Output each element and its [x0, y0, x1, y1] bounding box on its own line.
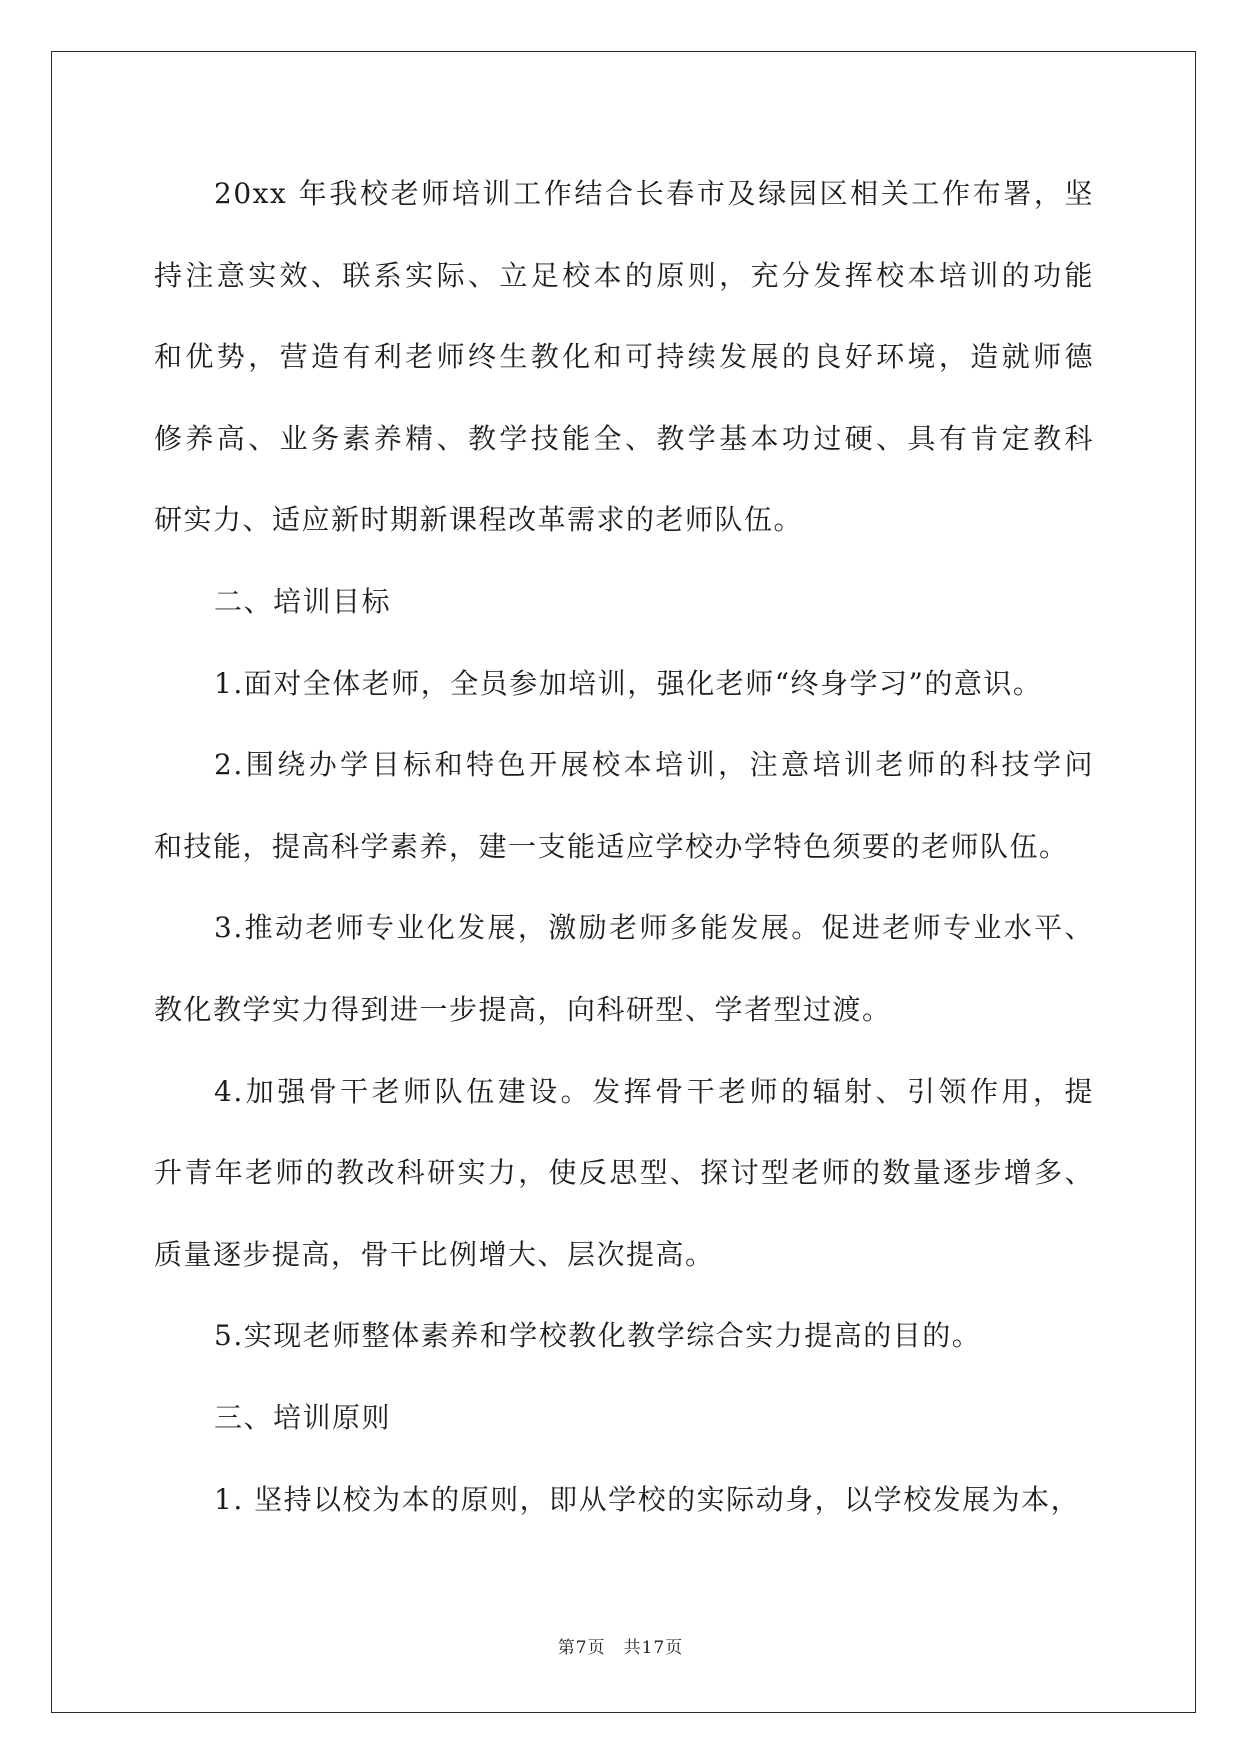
list-item-goal-2 [154, 724, 1094, 887]
text-line: 和技能，提高科学素养，建一支能适应学校办学特色须要的老师队伍。 [154, 829, 1069, 863]
list-item-goal-1 [154, 643, 1094, 725]
text-line: 修养高、业务素养精、教学技能全、教学基本功过硬、具有肯定教科 [154, 421, 1094, 455]
text-line: 4.加强骨干老师队伍建设。发挥骨干老师的辐射、引领作用，提 [214, 1074, 1094, 1108]
page-number-footer: 第7页 共17页 [557, 1638, 684, 1658]
section-heading-principles [154, 1377, 1094, 1459]
text-line: 持注意实效、联系实际、立足校本的原则，充分发挥校本培训的功能 [154, 258, 1094, 292]
text-line: 20xx 年我校老师培训工作结合长春市及绿园区相关工作布署，坚 [214, 177, 1094, 210]
section-heading-goals [154, 561, 1094, 643]
text-line: 教化教学实力得到进一步提高，向科研型、学者型过渡。 [154, 992, 892, 1026]
list-item-principle-1 [154, 1459, 1094, 1541]
list-item-goal-3 [154, 887, 1094, 1050]
list-item-goal-4 [154, 1051, 1094, 1296]
paragraph-intro [154, 153, 1094, 561]
text-line: 1.面对全体老师，全员参加培训，强化老师“终身学习”的意识。 [214, 666, 1043, 700]
text-line: 研实力、适应新时期新课程改革需求的老师队伍。 [154, 503, 804, 537]
text-line: 升青年老师的教改科研实力，使反思型、探讨型老师的数量逐步增多、 [154, 1156, 1094, 1190]
text-line: 2.围绕办学目标和特色开展校本培训，注意培训老师的科技学问 [214, 748, 1094, 782]
section-heading: 三、培训原则 [214, 1400, 392, 1434]
document-body [154, 153, 1094, 1540]
list-item-goal-5 [154, 1295, 1094, 1377]
text-line: 1. 坚持以校为本的原则，即从学校的实际动身，以学校发展为本， [214, 1482, 1081, 1516]
text-line: 和优势，营造有利老师终生教化和可持续发展的良好环境，造就师德 [154, 340, 1094, 374]
section-heading: 二、培训目标 [214, 584, 392, 618]
text-line: 质量逐步提高，骨干比例增大、层次提高。 [154, 1237, 715, 1271]
text-line: 3.推动老师专业化发展，激励老师多能发展。促进老师专业水平、 [214, 911, 1094, 945]
text-line: 5.实现老师整体素养和学校教化教学综合实力提高的目的。 [214, 1319, 982, 1353]
